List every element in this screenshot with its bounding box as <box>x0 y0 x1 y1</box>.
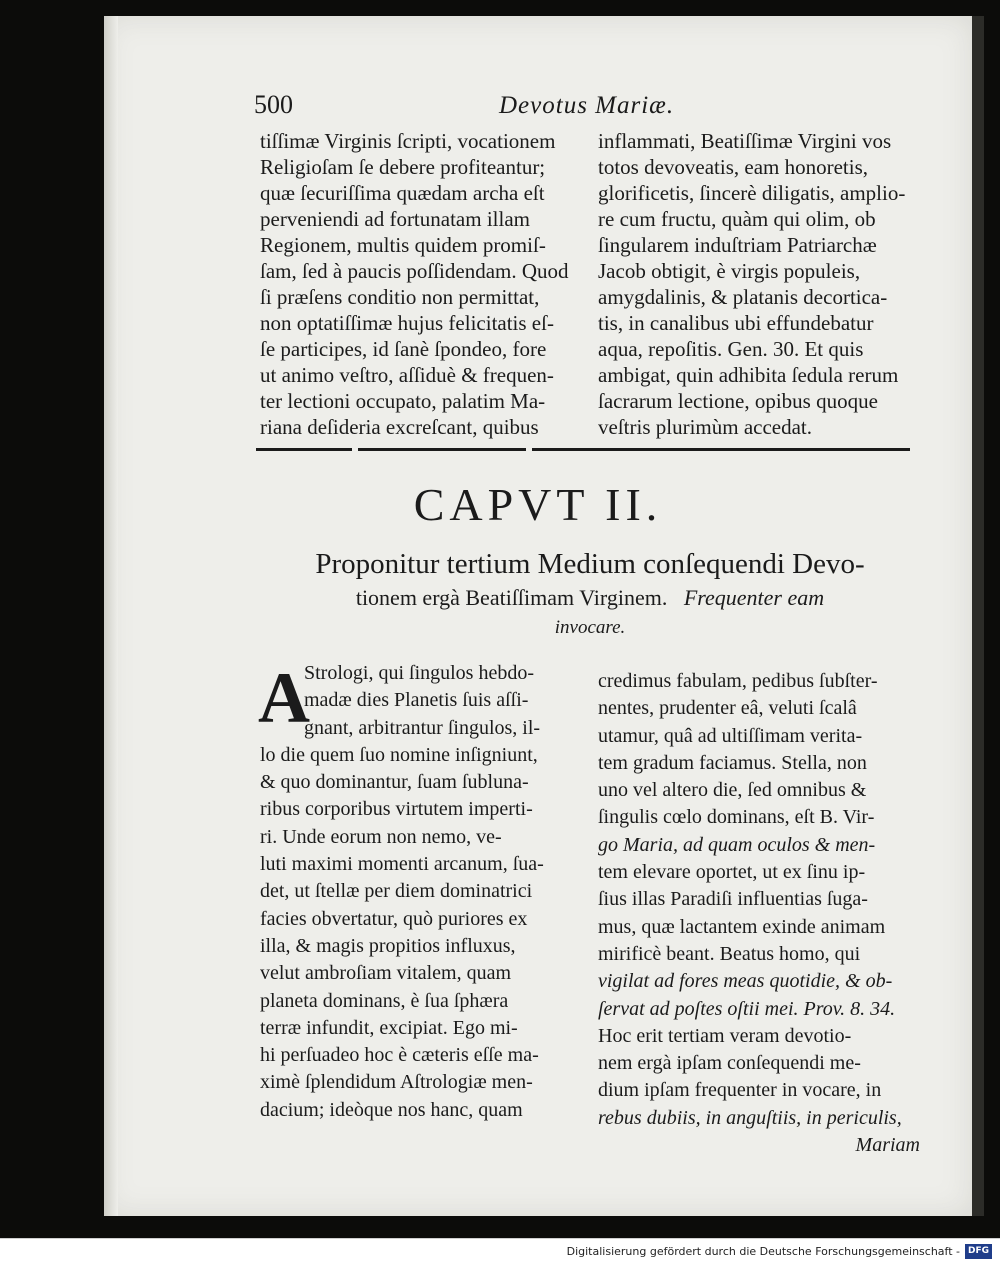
text-line: ximè ſplendidum Aſtrologiæ men- <box>260 1071 533 1094</box>
text-line: dacium; ideòque nos hanc, quam <box>260 1098 523 1121</box>
text-line: det, ut ſtellæ per diem dominatrici <box>260 880 533 903</box>
text-line: quæ ſecuriſſima quædam archa eſt <box>260 181 545 205</box>
drop-cap: A <box>258 658 310 738</box>
dfg-logo-icon: DFG <box>965 1244 992 1259</box>
section-rule <box>358 448 526 451</box>
text-line: hi perſuadeo hoc è cæteris eſſe ma- <box>260 1044 539 1067</box>
text-line: gnant, arbitrantur ſingulos, il- <box>304 716 541 739</box>
running-title: Devotus Mariæ. <box>499 92 675 119</box>
catchword: Mariam <box>855 1134 920 1157</box>
text-line: nentes, prudenter eâ, veluti ſcalâ <box>598 697 857 720</box>
text-line: Regionem, multis quidem promiſ- <box>260 233 546 257</box>
text-line: ſacrarum lectione, opibus quoque <box>598 389 878 413</box>
text-line: rebus dubiis, in anguſtiis, in periculis, <box>598 1106 902 1129</box>
page-number: 500 <box>254 90 293 119</box>
chapter-subtitle <box>260 546 920 642</box>
text-line: utamur, quâ ad ultiſſimam verita- <box>598 724 863 747</box>
text-line: Jacob obtigit, è virgis populeis, <box>598 259 861 283</box>
top-left-column <box>260 128 580 440</box>
text-line: mus, quæ lactantem exinde animam <box>598 915 886 938</box>
text-line: tem elevare oportet, ut ex ſinu ip- <box>598 861 866 884</box>
text-line: ſervat ad poſtes oſtii mei. Prov. 8. 34. <box>598 997 896 1020</box>
text-line: lo die quem ſuo nomine inſigniunt, <box>260 743 538 766</box>
text-line: velut ambroſiam vitalem, quam <box>260 962 512 985</box>
text-line: credimus fabulam, pedibus ſubſter- <box>598 670 878 692</box>
text-line: ſius illas Paradiſi influentias ſuga- <box>598 888 868 911</box>
text-line: go Maria, ad quam oculos & men- <box>598 833 876 856</box>
subtitle-roman: tionem ergà Beatiſſimam Virginem. <box>355 585 668 610</box>
text-line: & quo dominantur, ſuam ſublunа- <box>260 771 529 794</box>
text-line: terræ infundit, excipiat. Ego mi- <box>260 1016 518 1039</box>
top-right-column <box>598 128 920 440</box>
text-line: vigilat ad fores meas quotidie, & ob- <box>598 970 893 993</box>
text-line: re cum fructu, quàm qui olim, ob <box>598 207 876 231</box>
text-line: ribus corporibus virtutem imperti- <box>260 798 533 821</box>
text-line: ſi præſens conditio non permittat, <box>260 285 540 309</box>
text-line: dium ipſam frequenter in vocare, in <box>598 1079 882 1102</box>
subtitle-line: invocare. <box>554 617 626 638</box>
text-line: inflammati, Beatiſſimæ Virgini vos <box>598 129 892 153</box>
funding-credit: Digitalisierung gefördert durch die Deutsche Forschungsgemeinschaft - <box>566 1245 960 1258</box>
text-line: nem ergà ipſam conſequendi me- <box>598 1052 861 1075</box>
text-line: ſam, ſed à paucis poſſidendam. Quod <box>260 259 569 283</box>
footer-bar <box>0 1238 1000 1265</box>
text-line: veſtris plurimùm accedat. <box>598 415 813 439</box>
section-rule <box>532 448 910 451</box>
subtitle-italic: Frequenter eam <box>683 585 825 610</box>
section-rule <box>256 448 352 451</box>
running-head <box>254 90 814 130</box>
book-page <box>104 16 972 1216</box>
text-line: Hoc erit tertiam veram devotio- <box>598 1024 852 1047</box>
page-gutter <box>104 16 118 1216</box>
text-line: ut animo veſtro, aſſiduè & frequen- <box>260 363 554 387</box>
chapter-title: CAPVT II. <box>413 479 663 530</box>
body-right-column <box>598 668 920 1159</box>
text-line: facies obvertatur, quò puriores ex <box>260 907 528 930</box>
text-line: aqua, repoſitis. Gen. 30. Et quis <box>598 337 864 361</box>
text-line: Religioſam ſe debere profiteantur; <box>260 155 546 179</box>
text-line: ambigat, quin adhibita ſedula rerum <box>598 363 899 387</box>
text-line: luti maximi momenti arcanum, ſua- <box>260 853 544 876</box>
text-line: illa, & magis propitios influxus, <box>260 934 516 957</box>
text-line: planeta dominans, è ſua ſphæra <box>260 989 509 1012</box>
page-edge <box>972 16 984 1216</box>
text-line: tis, in canalibus ubi effundebatur <box>598 311 874 335</box>
text-line: amygdalinis, & platanis decortica- <box>598 285 888 309</box>
text-line: ſingularem induſtriam Patriarchæ <box>598 233 877 257</box>
text-line: glorificetis, ſincerè diligatis, amplio- <box>598 181 906 205</box>
text-line: ſingulis cœlo dominans, eſt B. Vir- <box>598 806 875 829</box>
text-line: riana deſideria excreſcant, quibus <box>260 415 539 439</box>
text-line: ri. Unde eorum non nemo, ve- <box>260 825 502 848</box>
text-line: uno vel altero die, ſed omnibus & <box>598 779 867 802</box>
text-line: tem gradum faciamus. Stella, non <box>598 751 867 774</box>
text-line: mirificè beant. Beatus homo, qui <box>598 942 861 965</box>
text-line: non optatiſſimæ hujus felicitatis eſ- <box>260 311 554 335</box>
subtitle-line <box>260 582 920 614</box>
subtitle-line: Proponitur tertium Medium conſequendi Devo- <box>315 548 865 580</box>
text-line: perveniendi ad fortunatam illam <box>260 207 530 231</box>
text-line: ſe participes, id ſanè ſpondeo, fore <box>260 337 547 361</box>
text-line: Strologi, qui ſingulos hebdo- <box>304 662 534 684</box>
text-line: madæ dies Planetis ſuis aſſi- <box>304 689 529 712</box>
body-left-column <box>260 660 582 1124</box>
text-line: tiſſimæ Virginis ſcripti, vocationem <box>260 129 556 153</box>
text-line: ter lectioni occupato, palatim Ma- <box>260 389 546 413</box>
text-line: totos devoveatis, eam honoretis, <box>598 155 869 179</box>
